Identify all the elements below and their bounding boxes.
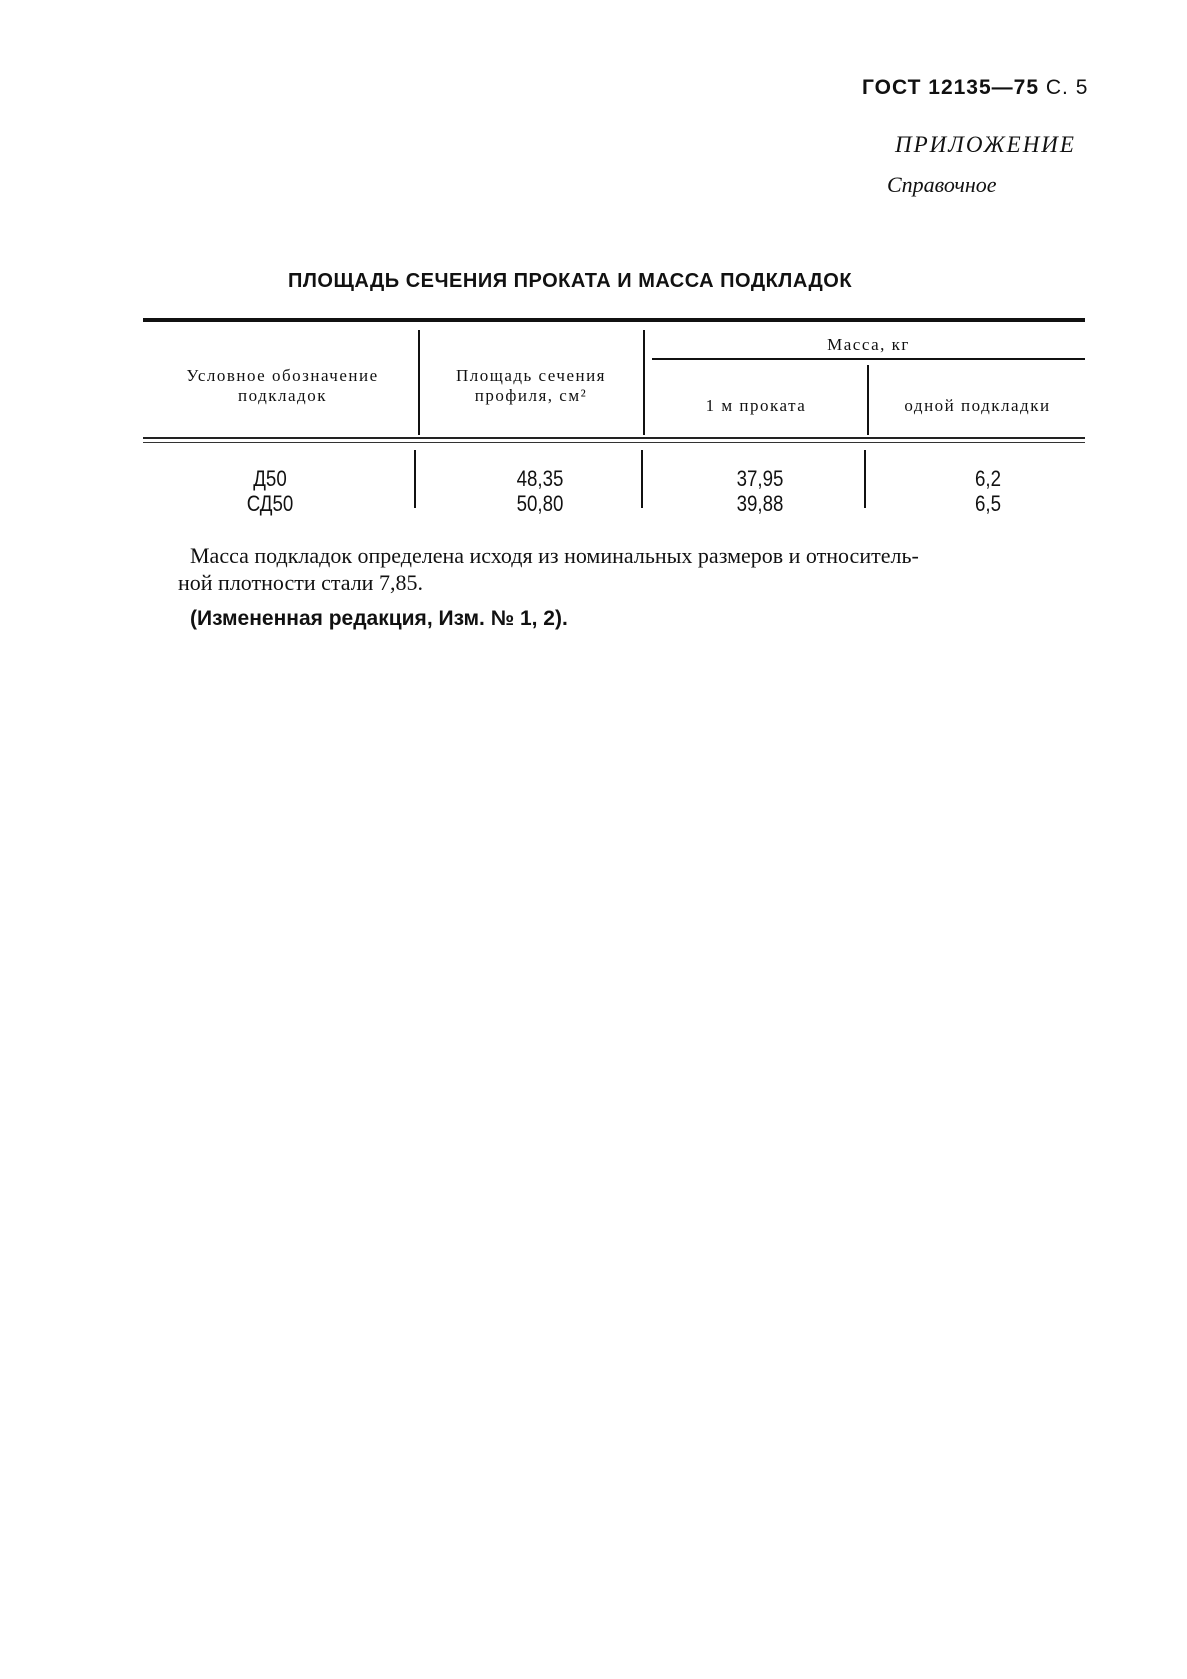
note-paragraph: Масса подкладок определена исходя из номинальных размеров и относитель-	[190, 543, 919, 568]
table-row: 6,5	[974, 491, 1002, 516]
table-top-rule	[143, 318, 1085, 322]
amendment-note: (Измененная редакция, Изм. № 1, 2).	[190, 607, 568, 630]
header-bottom-rule-2	[143, 442, 1085, 443]
header-area	[420, 366, 642, 406]
table-row: Д50	[253, 466, 287, 491]
table-row: СД50	[246, 491, 294, 516]
standard-number: ГОСТ 12135—75	[862, 76, 1040, 99]
header-mass-per-meter: 1 м проката	[705, 396, 807, 415]
note-paragraph-continuation: ной плотности стали 7,85.	[178, 570, 423, 595]
header-mass-per-plate: одной подкладки	[904, 396, 1051, 415]
standard-reference	[862, 76, 1088, 100]
appendix-type: Справочное	[887, 172, 997, 197]
table-row: 37,95	[736, 466, 784, 491]
cell-mass-per-meter	[701, 466, 820, 516]
header-text: Площадь сечения	[455, 366, 607, 385]
appendix-label: ПРИЛОЖЕНИЕ	[895, 132, 1076, 157]
table-row: 48,35	[516, 466, 564, 491]
cell-designation	[219, 466, 321, 516]
header-mass-group: Масса, кг	[827, 335, 910, 354]
cell-mass-per-plate	[937, 466, 1039, 516]
cell-area	[481, 466, 600, 516]
page-number: С. 5	[1045, 76, 1089, 99]
mass-group-rule	[652, 358, 1085, 360]
header-designation	[150, 366, 415, 406]
table-row: 50,80	[516, 491, 564, 516]
header-text: подкладок	[238, 386, 327, 405]
table-row: 39,88	[736, 491, 784, 516]
header-text: профиля, см²	[474, 386, 588, 405]
page-title: ПЛОЩАДЬ СЕЧЕНИЯ ПРОКАТА И МАССА ПОДКЛАДОК	[288, 270, 853, 292]
table-body	[150, 466, 1115, 518]
column-divider	[643, 330, 645, 435]
column-divider	[867, 365, 869, 435]
header-text: Условное обозначение	[186, 366, 379, 385]
table-row: 6,2	[974, 466, 1002, 491]
header-bottom-rule	[143, 437, 1085, 439]
